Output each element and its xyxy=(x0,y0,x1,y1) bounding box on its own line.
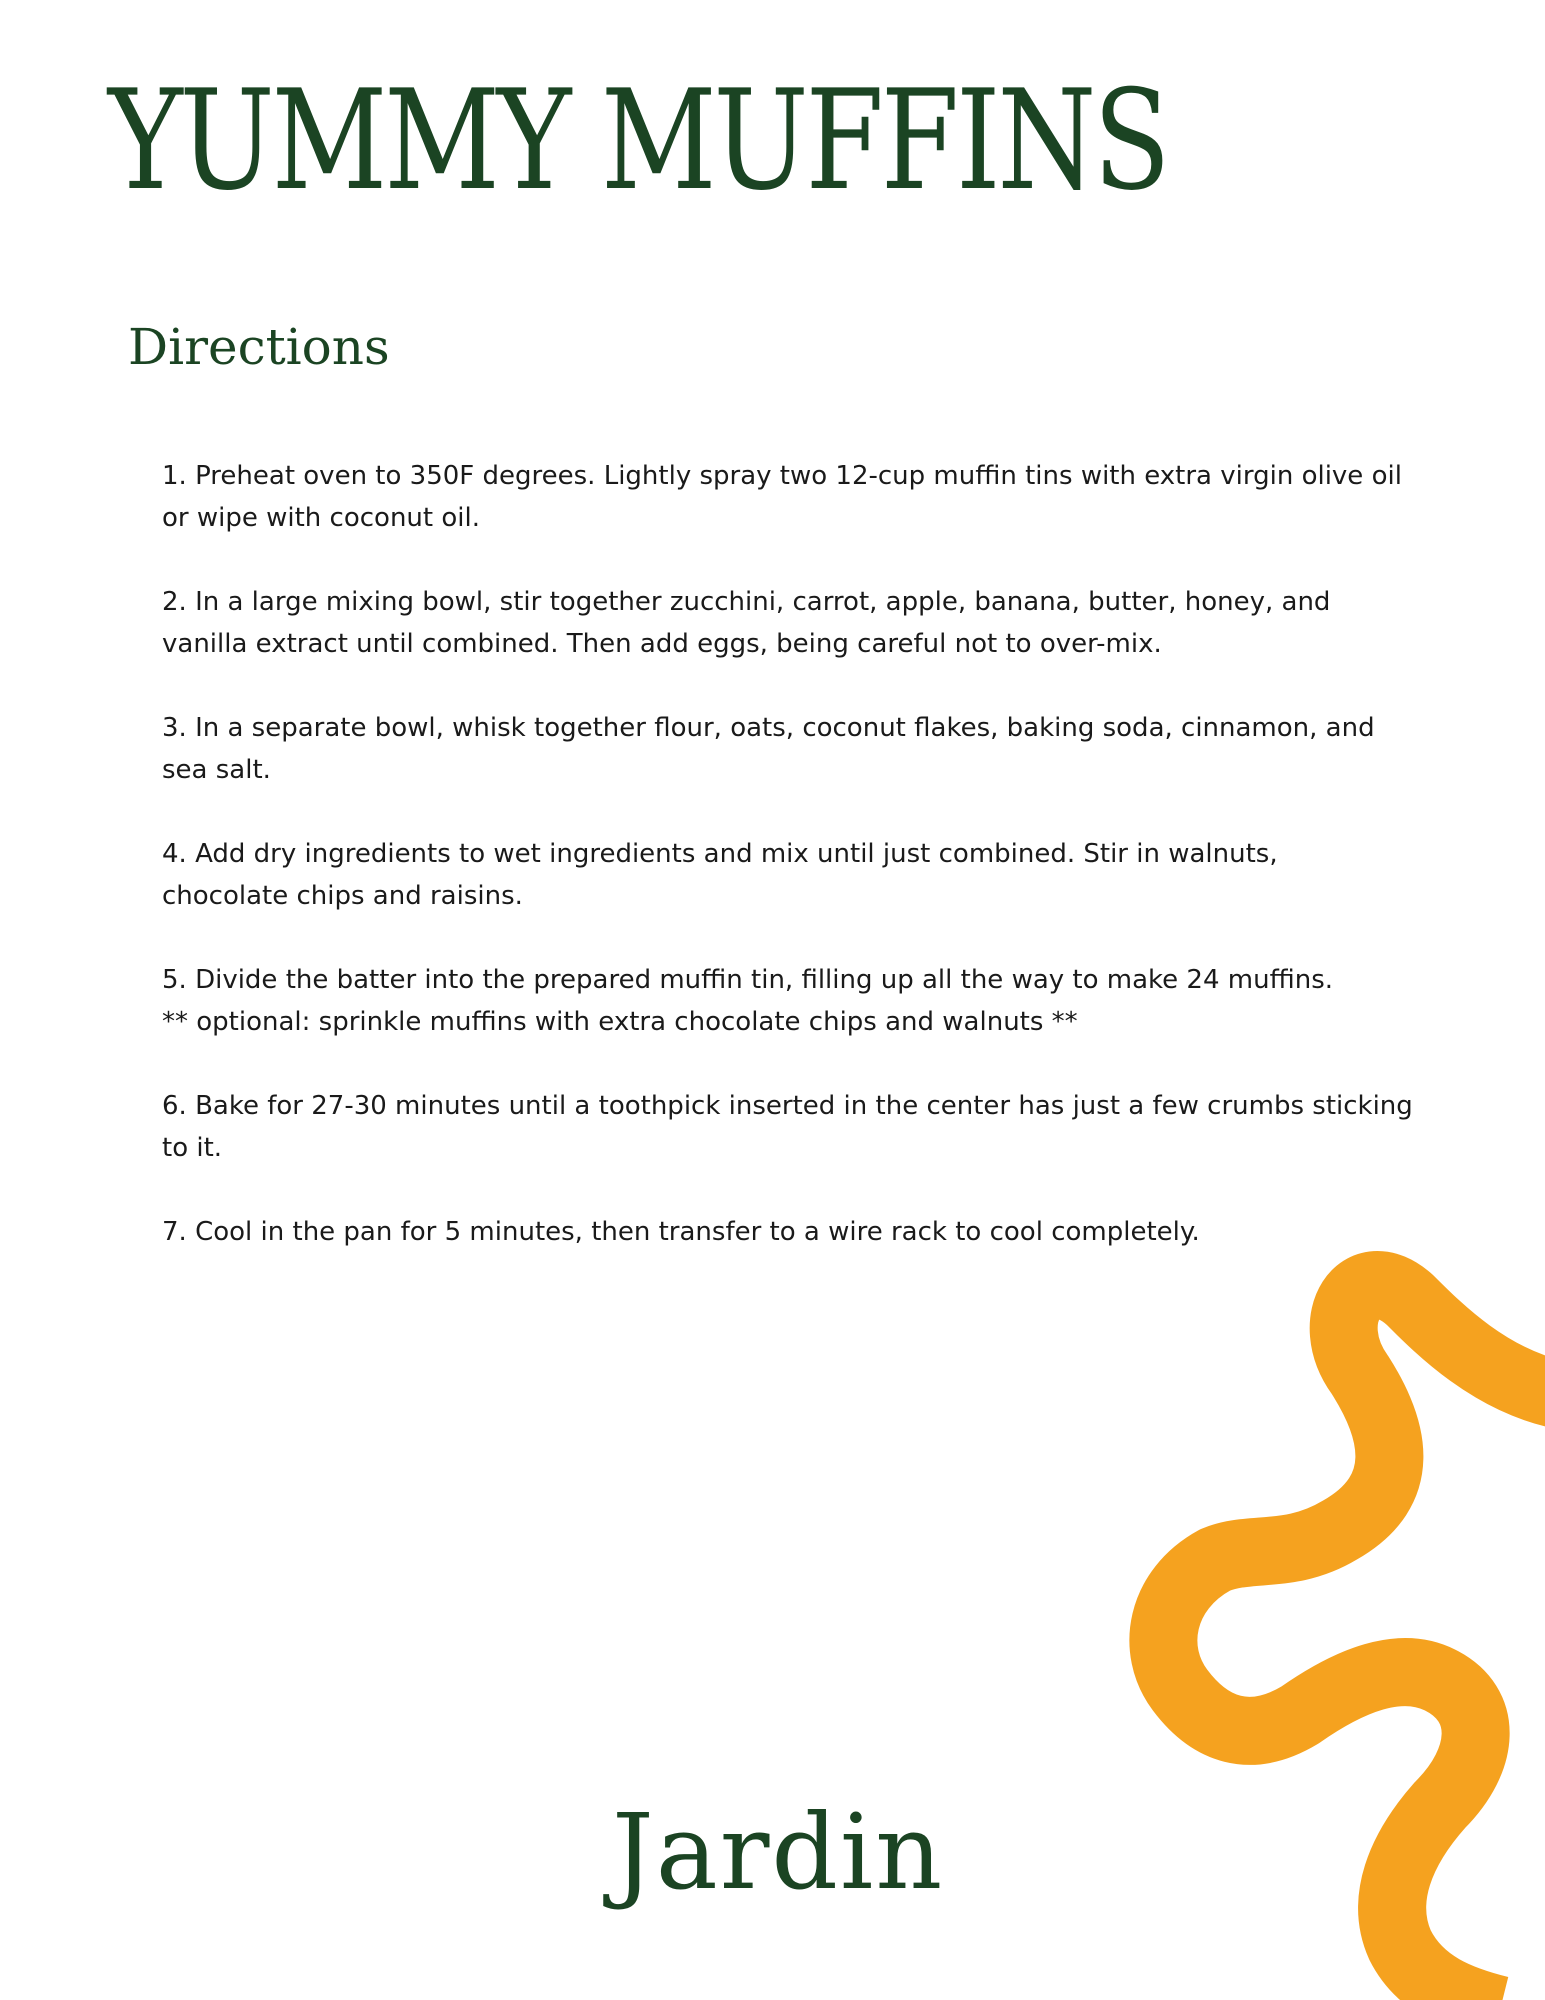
direction-step xyxy=(162,959,1392,1043)
direction-step xyxy=(162,833,1392,917)
direction-step xyxy=(162,1085,1413,1169)
directions-list xyxy=(162,455,1413,1295)
step-line: 1. Preheat oven to 350F degrees. Lightly spray two 12-cup muffin tins with extra virgin olive oil xyxy=(162,461,1402,491)
direction-step xyxy=(162,581,1392,665)
step-line: 3. In a separate bowl, whisk together flour, oats, coconut flakes, baking soda, cinnamon, and xyxy=(162,713,1375,743)
section-heading-directions: Directions xyxy=(128,318,390,376)
step-line: chocolate chips and raisins. xyxy=(162,881,523,911)
step-line: or wipe with coconut oil. xyxy=(162,503,480,533)
direction-step xyxy=(162,1211,1392,1253)
step-line: 6. Bake for 27-30 minutes until a toothpick inserted in the center has just a few crumbs sticking xyxy=(162,1091,1413,1121)
step-line: vanilla extract until combined. Then add eggs, being careful not to over-mix. xyxy=(162,629,1162,659)
step-line: 4. Add dry ingredients to wet ingredients and mix until just combined. Stir in walnuts, xyxy=(162,839,1278,869)
jardin-logo: Jardin xyxy=(612,1791,945,1913)
step-line: 2. In a large mixing bowl, stir together zucchini, carrot, apple, banana, butter, honey, and xyxy=(162,587,1331,617)
step-line: ** optional: sprinkle muffins with extra chocolate chips and walnuts ** xyxy=(162,1007,1078,1037)
step-line: 7. Cool in the pan for 5 minutes, then transfer to a wire rack to cool completely. xyxy=(162,1217,1200,1247)
step-line: sea salt. xyxy=(162,755,271,785)
step-line: 5. Divide the batter into the prepared muffin tin, filling up all the way to make 24 muffins. xyxy=(162,965,1334,995)
direction-step xyxy=(162,455,1402,539)
direction-step xyxy=(162,707,1392,791)
page-title: YUMMY MUFFINS xyxy=(108,60,1168,221)
step-line: to it. xyxy=(162,1133,223,1163)
